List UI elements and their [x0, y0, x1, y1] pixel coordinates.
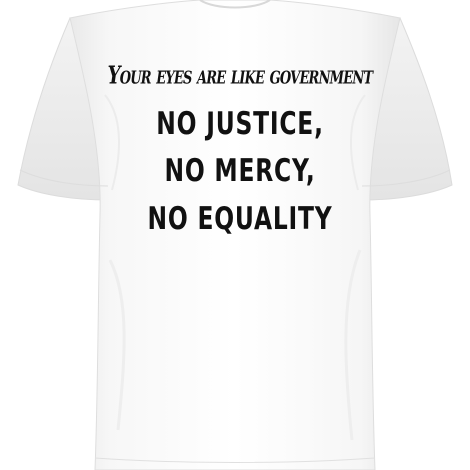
- print-line-no-equality: NO EQUALITY: [147, 200, 333, 238]
- print-line-no-justice: NO JUSTICE,: [156, 105, 324, 143]
- print-line-no-mercy: NO MERCY,: [164, 152, 316, 190]
- shirt-print: [95, 62, 385, 238]
- print-line-tagline: Your eyes are like government: [107, 62, 373, 91]
